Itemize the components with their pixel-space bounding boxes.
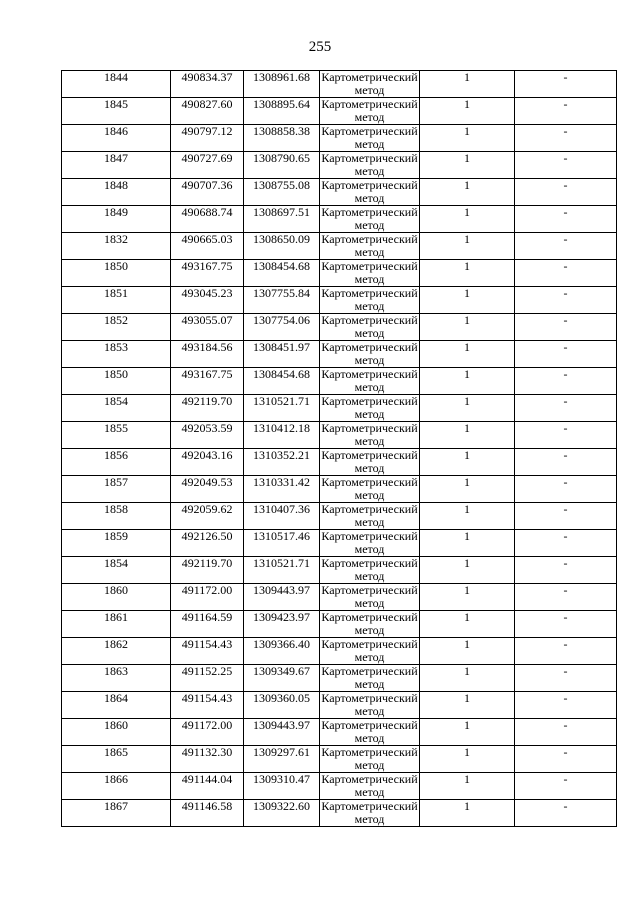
note-cell: -: [515, 503, 617, 530]
x-coordinate-cell: 493045.23: [171, 287, 244, 314]
method-cell: [320, 665, 420, 692]
y-coordinate-cell: 1308790.65: [244, 152, 320, 179]
method-cell: [320, 611, 420, 638]
accuracy-cell: 1: [420, 449, 515, 476]
method-cell: [320, 503, 420, 530]
method-text: Картометрический метод: [321, 799, 418, 826]
note-cell: -: [515, 476, 617, 503]
y-coordinate-cell: 1308961.68: [244, 71, 320, 98]
table-row: [62, 206, 617, 233]
x-coordinate-cell: 491172.00: [171, 719, 244, 746]
point-number-cell: 1857: [62, 476, 171, 503]
accuracy-cell: 1: [420, 71, 515, 98]
table-row: [62, 422, 617, 449]
table-row: [62, 665, 617, 692]
x-coordinate-cell: 493167.75: [171, 260, 244, 287]
x-coordinate-cell: 491154.43: [171, 692, 244, 719]
table-row: [62, 476, 617, 503]
accuracy-cell: 1: [420, 800, 515, 827]
table-row: [62, 260, 617, 287]
y-coordinate-cell: 1309297.61: [244, 746, 320, 773]
table-row: [62, 368, 617, 395]
point-number-cell: 1861: [62, 611, 171, 638]
method-cell: [320, 395, 420, 422]
method-text: Картометрический метод: [321, 340, 418, 367]
note-cell: -: [515, 152, 617, 179]
point-number-cell: 1846: [62, 125, 171, 152]
note-cell: -: [515, 773, 617, 800]
table-row: [62, 152, 617, 179]
x-coordinate-cell: 491154.43: [171, 638, 244, 665]
y-coordinate-cell: 1309366.40: [244, 638, 320, 665]
table-row: [62, 800, 617, 827]
accuracy-cell: 1: [420, 152, 515, 179]
method-text: Картометрический метод: [321, 556, 418, 583]
method-text: Картометрический метод: [321, 394, 418, 421]
note-cell: -: [515, 719, 617, 746]
accuracy-cell: 1: [420, 584, 515, 611]
y-coordinate-cell: 1308895.64: [244, 98, 320, 125]
accuracy-cell: 1: [420, 557, 515, 584]
table-row: [62, 125, 617, 152]
table-row: [62, 314, 617, 341]
point-number-cell: 1854: [62, 557, 171, 584]
note-cell: -: [515, 746, 617, 773]
accuracy-cell: 1: [420, 368, 515, 395]
x-coordinate-cell: 490827.60: [171, 98, 244, 125]
table-row: [62, 71, 617, 98]
x-coordinate-cell: 493184.56: [171, 341, 244, 368]
table-row: [62, 503, 617, 530]
point-number-cell: 1832: [62, 233, 171, 260]
method-text: Картометрический метод: [321, 124, 418, 151]
x-coordinate-cell: 492119.70: [171, 557, 244, 584]
x-coordinate-cell: 491132.30: [171, 746, 244, 773]
point-number-cell: 1845: [62, 98, 171, 125]
method-cell: [320, 449, 420, 476]
y-coordinate-cell: 1309360.05: [244, 692, 320, 719]
y-coordinate-cell: 1309349.67: [244, 665, 320, 692]
accuracy-cell: 1: [420, 233, 515, 260]
x-coordinate-cell: 492119.70: [171, 395, 244, 422]
table-row: [62, 719, 617, 746]
table-row: [62, 773, 617, 800]
y-coordinate-cell: 1308454.68: [244, 260, 320, 287]
table-row: [62, 179, 617, 206]
note-cell: -: [515, 422, 617, 449]
x-coordinate-cell: 491144.04: [171, 773, 244, 800]
method-cell: [320, 233, 420, 260]
y-coordinate-cell: 1310407.36: [244, 503, 320, 530]
accuracy-cell: 1: [420, 773, 515, 800]
accuracy-cell: 1: [420, 665, 515, 692]
y-coordinate-cell: 1308650.09: [244, 233, 320, 260]
method-text: Картометрический метод: [321, 70, 418, 97]
point-number-cell: 1867: [62, 800, 171, 827]
note-cell: -: [515, 557, 617, 584]
point-number-cell: 1859: [62, 530, 171, 557]
y-coordinate-cell: 1308755.08: [244, 179, 320, 206]
table-row: [62, 692, 617, 719]
accuracy-cell: 1: [420, 638, 515, 665]
note-cell: -: [515, 287, 617, 314]
note-cell: -: [515, 206, 617, 233]
method-cell: [320, 800, 420, 827]
point-number-cell: 1860: [62, 719, 171, 746]
table-row: [62, 611, 617, 638]
method-cell: [320, 314, 420, 341]
x-coordinate-cell: 491146.58: [171, 800, 244, 827]
y-coordinate-cell: 1309423.97: [244, 611, 320, 638]
point-number-cell: 1851: [62, 287, 171, 314]
point-number-cell: 1844: [62, 71, 171, 98]
accuracy-cell: 1: [420, 206, 515, 233]
y-coordinate-cell: 1309443.97: [244, 584, 320, 611]
x-coordinate-cell: 492049.53: [171, 476, 244, 503]
point-number-cell: 1858: [62, 503, 171, 530]
x-coordinate-cell: 490665.03: [171, 233, 244, 260]
accuracy-cell: 1: [420, 719, 515, 746]
y-coordinate-cell: 1308451.97: [244, 341, 320, 368]
x-coordinate-cell: 492126.50: [171, 530, 244, 557]
method-cell: [320, 368, 420, 395]
note-cell: -: [515, 98, 617, 125]
note-cell: -: [515, 584, 617, 611]
table-row: [62, 341, 617, 368]
point-number-cell: 1847: [62, 152, 171, 179]
table-row: [62, 746, 617, 773]
accuracy-cell: 1: [420, 287, 515, 314]
method-text: Картометрический метод: [321, 259, 418, 286]
method-text: Картометрический метод: [321, 286, 418, 313]
accuracy-cell: 1: [420, 341, 515, 368]
table-row: [62, 449, 617, 476]
note-cell: -: [515, 341, 617, 368]
accuracy-cell: 1: [420, 179, 515, 206]
method-cell: [320, 71, 420, 98]
accuracy-cell: 1: [420, 98, 515, 125]
point-number-cell: 1848: [62, 179, 171, 206]
point-number-cell: 1854: [62, 395, 171, 422]
point-number-cell: 1864: [62, 692, 171, 719]
accuracy-cell: 1: [420, 611, 515, 638]
method-cell: [320, 530, 420, 557]
method-text: Картометрический метод: [321, 637, 418, 664]
note-cell: -: [515, 611, 617, 638]
y-coordinate-cell: 1308858.38: [244, 125, 320, 152]
accuracy-cell: 1: [420, 530, 515, 557]
method-cell: [320, 476, 420, 503]
x-coordinate-cell: 491172.00: [171, 584, 244, 611]
table-row: [62, 98, 617, 125]
method-text: Картометрический метод: [321, 178, 418, 205]
point-number-cell: 1850: [62, 368, 171, 395]
note-cell: -: [515, 638, 617, 665]
method-cell: [320, 179, 420, 206]
method-cell: [320, 692, 420, 719]
method-text: Картометрический метод: [321, 610, 418, 637]
y-coordinate-cell: 1310352.21: [244, 449, 320, 476]
method-cell: [320, 584, 420, 611]
table-row: [62, 395, 617, 422]
table-row: [62, 584, 617, 611]
note-cell: -: [515, 368, 617, 395]
note-cell: -: [515, 449, 617, 476]
method-text: Картометрический метод: [321, 502, 418, 529]
point-number-cell: 1849: [62, 206, 171, 233]
accuracy-cell: 1: [420, 125, 515, 152]
method-cell: [320, 422, 420, 449]
note-cell: -: [515, 125, 617, 152]
point-number-cell: 1853: [62, 341, 171, 368]
method-cell: [320, 557, 420, 584]
method-text: Картометрический метод: [321, 421, 418, 448]
method-cell: [320, 638, 420, 665]
method-text: Картометрический метод: [321, 529, 418, 556]
table-row: [62, 530, 617, 557]
y-coordinate-cell: 1307755.84: [244, 287, 320, 314]
method-text: Картометрический метод: [321, 475, 418, 502]
method-cell: [320, 773, 420, 800]
method-cell: [320, 746, 420, 773]
x-coordinate-cell: 490834.37: [171, 71, 244, 98]
method-text: Картометрический метод: [321, 718, 418, 745]
x-coordinate-cell: 490707.36: [171, 179, 244, 206]
method-cell: [320, 287, 420, 314]
x-coordinate-cell: 493055.07: [171, 314, 244, 341]
y-coordinate-cell: 1310412.18: [244, 422, 320, 449]
coordinates-table: [61, 70, 617, 827]
y-coordinate-cell: 1309322.60: [244, 800, 320, 827]
method-cell: [320, 260, 420, 287]
method-text: Картометрический метод: [321, 664, 418, 691]
coordinates-table-body: [62, 71, 617, 827]
point-number-cell: 1865: [62, 746, 171, 773]
method-cell: [320, 125, 420, 152]
method-cell: [320, 152, 420, 179]
point-number-cell: 1855: [62, 422, 171, 449]
x-coordinate-cell: 491164.59: [171, 611, 244, 638]
x-coordinate-cell: 493167.75: [171, 368, 244, 395]
y-coordinate-cell: 1309310.47: [244, 773, 320, 800]
note-cell: -: [515, 692, 617, 719]
accuracy-cell: 1: [420, 422, 515, 449]
table-row: [62, 287, 617, 314]
note-cell: -: [515, 395, 617, 422]
y-coordinate-cell: 1310517.46: [244, 530, 320, 557]
method-text: Картометрический метод: [321, 745, 418, 772]
method-text: Картометрический метод: [321, 448, 418, 475]
note-cell: -: [515, 71, 617, 98]
method-text: Картометрический метод: [321, 151, 418, 178]
x-coordinate-cell: 492043.16: [171, 449, 244, 476]
y-coordinate-cell: 1310521.71: [244, 557, 320, 584]
point-number-cell: 1852: [62, 314, 171, 341]
y-coordinate-cell: 1308697.51: [244, 206, 320, 233]
point-number-cell: 1856: [62, 449, 171, 476]
y-coordinate-cell: 1308454.68: [244, 368, 320, 395]
accuracy-cell: 1: [420, 395, 515, 422]
method-text: Картометрический метод: [321, 313, 418, 340]
page-number: 255: [308, 39, 332, 55]
method-text: Картометрический метод: [321, 583, 418, 610]
method-cell: [320, 341, 420, 368]
point-number-cell: 1863: [62, 665, 171, 692]
table-row: [62, 638, 617, 665]
point-number-cell: 1862: [62, 638, 171, 665]
accuracy-cell: 1: [420, 692, 515, 719]
method-text: Картометрический метод: [321, 691, 418, 718]
y-coordinate-cell: 1309443.97: [244, 719, 320, 746]
method-cell: [320, 98, 420, 125]
accuracy-cell: 1: [420, 314, 515, 341]
x-coordinate-cell: 492059.62: [171, 503, 244, 530]
note-cell: -: [515, 314, 617, 341]
x-coordinate-cell: 490727.69: [171, 152, 244, 179]
method-cell: [320, 719, 420, 746]
y-coordinate-cell: 1310331.42: [244, 476, 320, 503]
method-text: Картометрический метод: [321, 772, 418, 799]
x-coordinate-cell: 491152.25: [171, 665, 244, 692]
method-text: Картометрический метод: [321, 232, 418, 259]
accuracy-cell: 1: [420, 476, 515, 503]
y-coordinate-cell: 1310521.71: [244, 395, 320, 422]
point-number-cell: 1860: [62, 584, 171, 611]
note-cell: -: [515, 800, 617, 827]
note-cell: -: [515, 530, 617, 557]
table-row: [62, 233, 617, 260]
method-cell: [320, 206, 420, 233]
point-number-cell: 1850: [62, 260, 171, 287]
y-coordinate-cell: 1307754.06: [244, 314, 320, 341]
note-cell: -: [515, 665, 617, 692]
note-cell: -: [515, 260, 617, 287]
note-cell: -: [515, 233, 617, 260]
point-number-cell: 1866: [62, 773, 171, 800]
method-text: Картометрический метод: [321, 205, 418, 232]
x-coordinate-cell: 490688.74: [171, 206, 244, 233]
accuracy-cell: 1: [420, 260, 515, 287]
method-text: Картометрический метод: [321, 367, 418, 394]
table-row: [62, 557, 617, 584]
method-text: Картометрический метод: [321, 97, 418, 124]
x-coordinate-cell: 492053.59: [171, 422, 244, 449]
note-cell: -: [515, 179, 617, 206]
x-coordinate-cell: 490797.12: [171, 125, 244, 152]
accuracy-cell: 1: [420, 746, 515, 773]
accuracy-cell: 1: [420, 503, 515, 530]
